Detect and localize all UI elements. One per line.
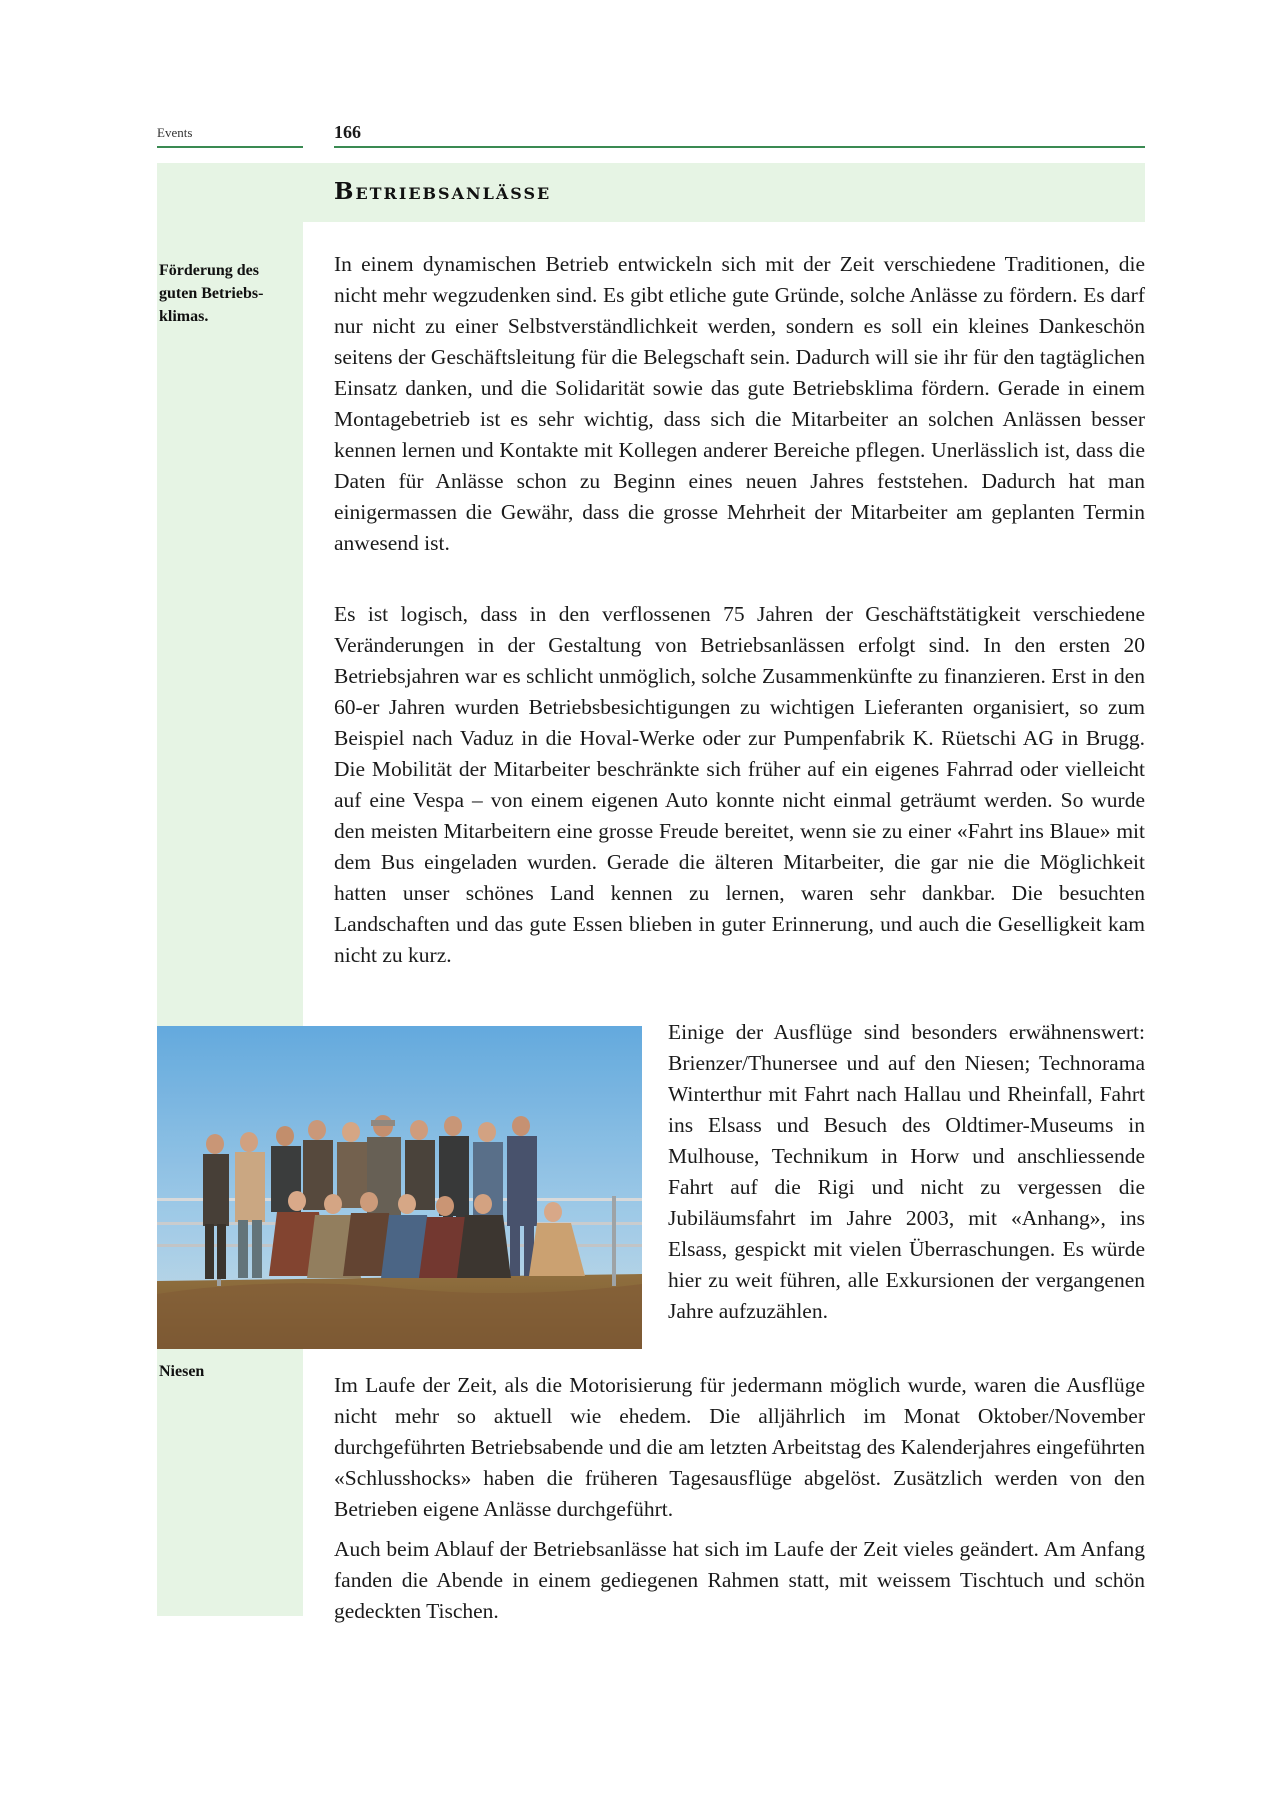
paragraph-4-text: Im Laufe der Zeit, als die Motorisierung für jedermann möglich wurde, waren die Ausflüge nicht mehr so aktuell wie ehedem. Die alljährlich im Monat Oktober/November durchgeführten Betriebsabende und die am letzten Arbeitstag des Kalenderjahres eingeführten «Schlusshocks» haben die früheren Tagesausflüge abgelöst. Zusätzlich werden von den Betrieben eigene Anlässe durchgeführt. [334, 1373, 1145, 1521]
page-title: Betriebsanlässe [334, 178, 552, 205]
margin-column [157, 163, 303, 1616]
photo-caption: Niesen [159, 1363, 205, 1380]
paragraph-3 [668, 1017, 1145, 1327]
page-number: 166 [334, 122, 361, 142]
paragraph-5-text: Auch beim Ablauf der Betriebsanlässe hat sich im Laufe der Zeit vieles geändert. Am Anfang fanden die Abende in einem gediegenen Rahmen statt, mit weissem Tischtuch und schön gedeckten Tischen. [334, 1537, 1145, 1623]
paragraph-4 [334, 1370, 1145, 1525]
header-rule-left [157, 146, 303, 148]
margin-note-betriebsklima: Förderung des guten Betriebs- klimas. [159, 262, 264, 325]
paragraph-5 [334, 1534, 1145, 1627]
paragraph-1 [334, 249, 1145, 559]
paragraph-2 [334, 599, 1145, 971]
paragraph-3-text: Einige der Ausflüge sind besonders erwähnenswert: Brienzer/Thunersee und auf den Niesen; Technorama Winterthur mit Fahrt nach Hallau und Rheinfall, Fahrt ins Elsass und Besuch des Oldtimer-Museums in Mulhouse, Technikum in Horw und anschliessende Fahrt auf die Rigi und nicht zu vergessen die Jubiläumsfahrt im Jahre 2003, mit «Anhang», ins Elsass, gespickt mit vielen Überraschungen. Es würde hier zu weit führen, alle Exkursionen der vergangenen Jahre aufzuzählen. [668, 1020, 1145, 1323]
paragraph-2-text: Es ist logisch, dass in den verflossenen 75 Jahren der Geschäftstätigkeit verschiedene Veränderungen in der Gestaltung von Betriebsanlässen erfolgt sind. In den ersten 20 Betriebsjahren war es schlicht unmöglich, solche Zusammenkünfte zu finanzieren. Erst in den 60-er Jahren wurden Betriebsbesichtigungen zu wichtigen Lieferanten organisiert, so zum Beispiel nach Vaduz in die Hoval-Werke oder zur Pumpenfabrik K. Rüetschi AG in Brugg. Die Mobilität der Mitarbeiter beschränkte sich früher auf ein eigenes Fahrrad oder vielleicht auf eine Vespa – von einem eigenen Auto konnte nicht einmal geträumt werden. So wurde den meisten Mitarbeitern eine grosse Freude bereitet, wenn sie zu einer «Fahrt ins Blaue» mit dem Bus eingeladen wurden. Gerade die älteren Mitarbeiter, die gar nie die Möglichkeit hatten unser schönes Land kennen zu lernen, waren sehr dankbar. Die besuchten Landschaften und das gute Essen blieben in guter Erinnerung, und auch die Geselligkeit kam nicht zu kurz. [334, 602, 1145, 967]
group-photo-niesen [157, 1026, 642, 1349]
running-header-section: Events [157, 125, 193, 140]
header-rule-main [334, 146, 1145, 148]
paragraph-1-text: In einem dynamischen Betrieb entwickeln sich mit der Zeit verschiedene Traditionen, die nicht mehr wegzudenken sind. Es gibt etliche gute Gründe, solche Anlässe zu fördern. Es darf nur nicht zu einer Selbstverständlichkeit werden, sondern es soll ein kleines Dankeschön seitens der Geschäftsleitung für die Belegschaft sein. Dadurch will sie ihr für den tagtäglichen Einsatz danken, und die Solidarität sowie das gute Betriebsklima fördern. Gerade in einem Montagebetrieb ist es sehr wichtig, dass sich die Mitarbeiter an solchen Anlässen besser kennen lernen und Kontakte mit Kollegen anderer Bereiche pflegen. Unerlässlich ist, dass die Daten für Anlässe schon zu Beginn eines neuen Jahres feststehen. Dadurch hat man einigermassen die Gewähr, dass die grosse Mehrheit der Mitarbeiter am geplanten Termin anwesend ist. [334, 252, 1145, 555]
